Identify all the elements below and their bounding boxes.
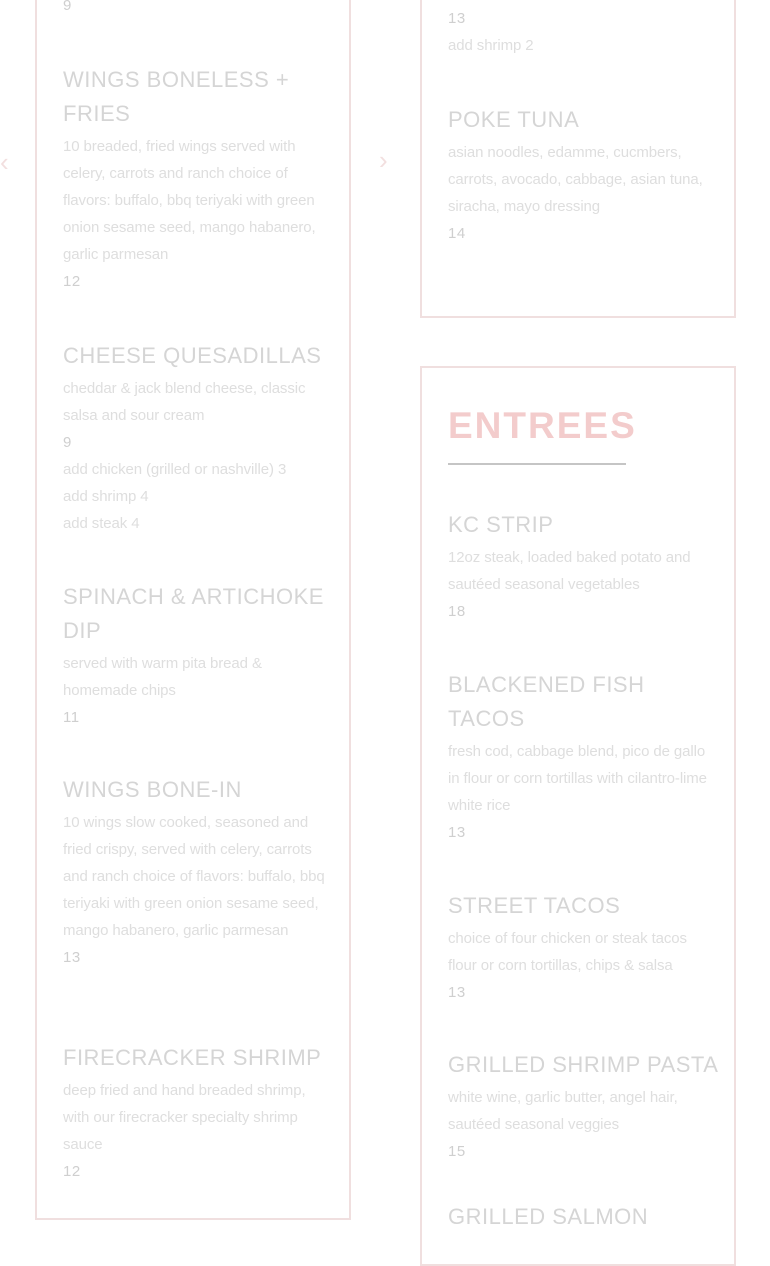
item-price: 9 xyxy=(63,434,72,451)
item-price: 18 xyxy=(448,603,466,620)
item-price: 13 xyxy=(448,10,466,27)
menu-item-blackened-fish-tacos xyxy=(448,668,714,846)
menu-item-wings-boneless-fries xyxy=(63,63,329,295)
item-title-line: WINGS BONELESS + xyxy=(63,67,290,92)
item-description: white wine, garlic butter, angel hair, sautéed seasonal veggies xyxy=(448,1089,678,1133)
clipped-item xyxy=(448,0,714,59)
item-price: 12 xyxy=(63,1163,81,1180)
item-title xyxy=(448,103,714,137)
item-description: 12oz steak, loaded baked potato and sautéed seasonal vegetables xyxy=(448,549,691,593)
item-addon: add shrimp 4 xyxy=(63,488,149,505)
item-title-line: GRILLED SHRIMP PASTA xyxy=(448,1052,719,1077)
item-title-line: FRIES xyxy=(63,101,131,126)
menu-item-poke-tuna xyxy=(448,103,714,247)
item-title-line: BLACKENED FISH xyxy=(448,672,645,697)
entrees-section-title: ENTREES xyxy=(448,405,637,446)
item-addon: add steak 4 xyxy=(63,515,140,532)
carousel-prev-icon[interactable]: ‹ xyxy=(0,147,9,177)
item-title-line: STREET TACOS xyxy=(448,893,621,918)
item-price: 11 xyxy=(63,709,80,726)
item-title-line: FIRECRACKER SHRIMP xyxy=(63,1045,322,1070)
item-description: 10 wings slow cooked, seasoned and fried crispy, served with celery, carrots and ranch choice of flavors: buffalo, bbq teriyaki with green onion sesame seed, mango habanero, garlic parmesan xyxy=(63,814,325,939)
item-price: 13 xyxy=(63,949,81,966)
menu-item-spinach-artichoke-dip xyxy=(63,580,329,731)
entrees-underline xyxy=(448,463,626,465)
item-title-line: CHEESE QUESADILLAS xyxy=(63,343,322,368)
item-title xyxy=(448,1200,714,1234)
item-description: deep fried and hand breaded shrimp, with our firecracker specialty shrimp sauce xyxy=(63,1082,306,1153)
item-description: 10 breaded, fried wings served with celery, carrots and ranch choice of flavors: buffalo, bbq teriyaki with green onion sesame seed, mango habanero, garlic parmesan xyxy=(63,138,316,263)
item-title xyxy=(448,508,714,542)
item-title xyxy=(448,889,714,923)
item-title-line: DIP xyxy=(63,618,102,643)
item-description: fresh cod, cabbage blend, pico de gallo in flour or corn tortillas with cilantro-lime white rice xyxy=(448,743,707,814)
item-title xyxy=(63,63,329,131)
item-price: 13 xyxy=(448,824,466,841)
carousel-next-icon[interactable]: › xyxy=(379,145,388,175)
clipped-item-description xyxy=(448,0,714,5)
item-title-line: GRILLED SALMON xyxy=(448,1204,649,1229)
item-price: 15 xyxy=(448,1143,466,1160)
item-price: 14 xyxy=(448,225,466,242)
menu-item-grilled-shrimp-pasta xyxy=(448,1048,719,1165)
item-price: 13 xyxy=(448,984,466,1001)
item-title xyxy=(63,1041,329,1075)
item-title xyxy=(448,668,714,736)
menu-item-wings-bone-in xyxy=(63,773,329,971)
clipped-item-price: 9 xyxy=(63,0,72,14)
appetizers-panel xyxy=(35,0,351,1220)
item-description: choice of four chicken or steak tacos flour or corn tortillas, chips & salsa xyxy=(448,930,687,974)
entrees-panel xyxy=(420,366,736,1266)
item-description: cheddar & jack blend cheese, classic salsa and sour cream xyxy=(63,380,306,424)
item-description: served with warm pita bread & homemade chips xyxy=(63,655,262,699)
item-title-line: SPINACH & ARTICHOKE xyxy=(63,584,324,609)
item-title-line: KC STRIP xyxy=(448,512,554,537)
item-title xyxy=(63,580,329,648)
item-title xyxy=(448,1048,719,1082)
menu-item-firecracker-shrimp xyxy=(63,1041,329,1185)
item-price: 12 xyxy=(63,273,81,290)
item-description: asian noodles, edamme, cucmbers, carrots, avocado, cabbage, asian tuna, siracha, mayo dressing xyxy=(448,144,703,215)
item-addon: add chicken (grilled or nashville) 3 xyxy=(63,461,287,478)
salads-panel xyxy=(420,0,736,318)
item-addon: add shrimp 2 xyxy=(448,37,534,54)
menu-item-grilled-salmon-clipped xyxy=(448,1200,714,1234)
menu-item-cheese-quesadillas xyxy=(63,339,329,537)
item-title-line: WINGS BONE-IN xyxy=(63,777,242,802)
item-title-line: TACOS xyxy=(448,706,525,731)
item-title-line: POKE TUNA xyxy=(448,107,580,132)
menu-item-kc-strip xyxy=(448,508,714,625)
item-title xyxy=(63,339,329,373)
menu-item-street-tacos xyxy=(448,889,714,1006)
item-title xyxy=(63,773,329,807)
